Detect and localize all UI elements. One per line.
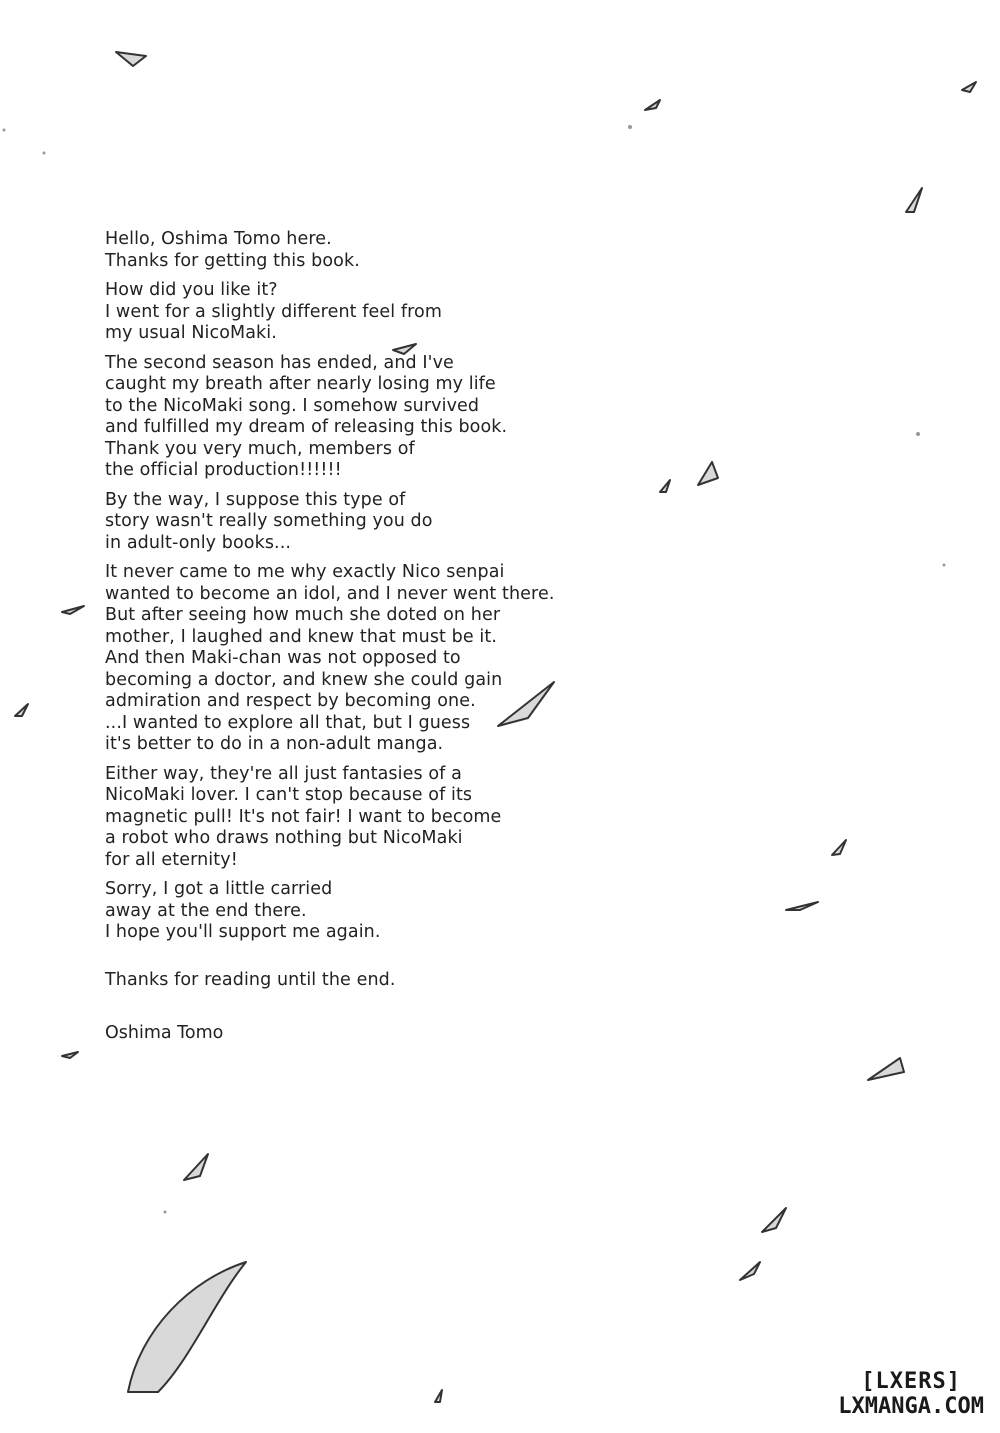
scanlation-watermark xyxy=(838,1369,984,1419)
text-line: How did you like it? xyxy=(105,280,278,300)
text-line: I went for a slightly different feel from xyxy=(105,301,443,322)
petal xyxy=(184,1154,208,1180)
text-line: mother, I laughed and knew that must be it. xyxy=(105,626,497,647)
text-line: ...I wanted to explore all that, but I guess xyxy=(105,712,471,733)
petal xyxy=(868,1058,904,1080)
text-line: Either way, they're all just fantasies of a xyxy=(105,763,462,784)
paragraph xyxy=(105,229,585,272)
text-line: It never came to me why exactly Nico senpai xyxy=(105,562,505,582)
paragraph xyxy=(105,280,585,345)
text-line: admiration and respect by becoming one. xyxy=(105,691,476,711)
text-line: it's better to do in a non-adult manga. xyxy=(105,734,444,754)
text-line: becoming a doctor, and knew she could gain xyxy=(105,669,503,690)
petal xyxy=(128,1262,246,1392)
speck xyxy=(3,129,6,132)
text-line: for all eternity! xyxy=(105,849,238,870)
petal xyxy=(698,462,718,485)
text-line: story wasn't really something you do xyxy=(105,511,433,531)
text-line: wanted to become an idol, and I never went there. xyxy=(105,583,555,604)
petal xyxy=(762,1208,786,1232)
paragraph xyxy=(105,490,585,555)
afterword-text xyxy=(105,229,585,1045)
text-line: a robot who draws nothing but NicoMaki xyxy=(105,828,463,848)
speck xyxy=(628,125,632,129)
petal xyxy=(962,82,976,92)
petal xyxy=(740,1262,760,1280)
text-line: NicoMaki lover. I can't stop because of its xyxy=(105,785,473,805)
speck xyxy=(43,152,46,155)
speck xyxy=(916,432,920,436)
watermark-brand: [LXERS] xyxy=(861,1369,961,1394)
text-line: By the way, I suppose this type of xyxy=(105,489,406,510)
text-line: the official production!!!!!! xyxy=(105,460,342,480)
speck xyxy=(943,564,946,567)
petal xyxy=(906,188,922,212)
petal xyxy=(832,840,846,855)
text-line: Thanks for getting this book. xyxy=(105,250,360,271)
text-line: Sorry, I got a little carried xyxy=(105,879,333,899)
author-signature: Oshima Tomo xyxy=(105,1023,224,1043)
closing-line: Thanks for reading until the end. xyxy=(105,969,396,990)
text-line: magnetic pull! It's not fair! I want to become xyxy=(105,806,502,827)
petal xyxy=(645,100,660,110)
text-line: in adult-only books... xyxy=(105,532,292,553)
text-line: and fulfilled my dream of releasing this book. xyxy=(105,417,508,437)
text-line: But after seeing how much she doted on her xyxy=(105,605,501,625)
text-line: And then Maki-chan was not opposed to xyxy=(105,648,461,668)
text-line: Hello, Oshima Tomo here. xyxy=(105,229,332,249)
text-line: Thank you very much, members of xyxy=(105,438,415,459)
speck xyxy=(164,1211,167,1214)
petal xyxy=(62,1052,78,1058)
petal xyxy=(435,1390,442,1402)
petal xyxy=(62,606,84,614)
petal xyxy=(660,480,670,492)
text-line: The second season has ended, and I've xyxy=(105,352,454,373)
petal xyxy=(786,902,818,910)
paragraph xyxy=(105,562,585,756)
petal xyxy=(15,704,28,716)
text-line: caught my breath after nearly losing my life xyxy=(105,374,496,394)
paragraph xyxy=(105,353,585,482)
paragraph xyxy=(105,764,585,872)
paragraph xyxy=(105,879,585,944)
text-line: away at the end there. xyxy=(105,900,307,921)
text-line: my usual NicoMaki. xyxy=(105,323,277,343)
petal xyxy=(116,52,146,66)
text-line: I hope you'll support me again. xyxy=(105,922,381,942)
text-line: to the NicoMaki song. I somehow survived xyxy=(105,395,480,416)
watermark-site: LXMANGA.COM xyxy=(838,1394,984,1419)
